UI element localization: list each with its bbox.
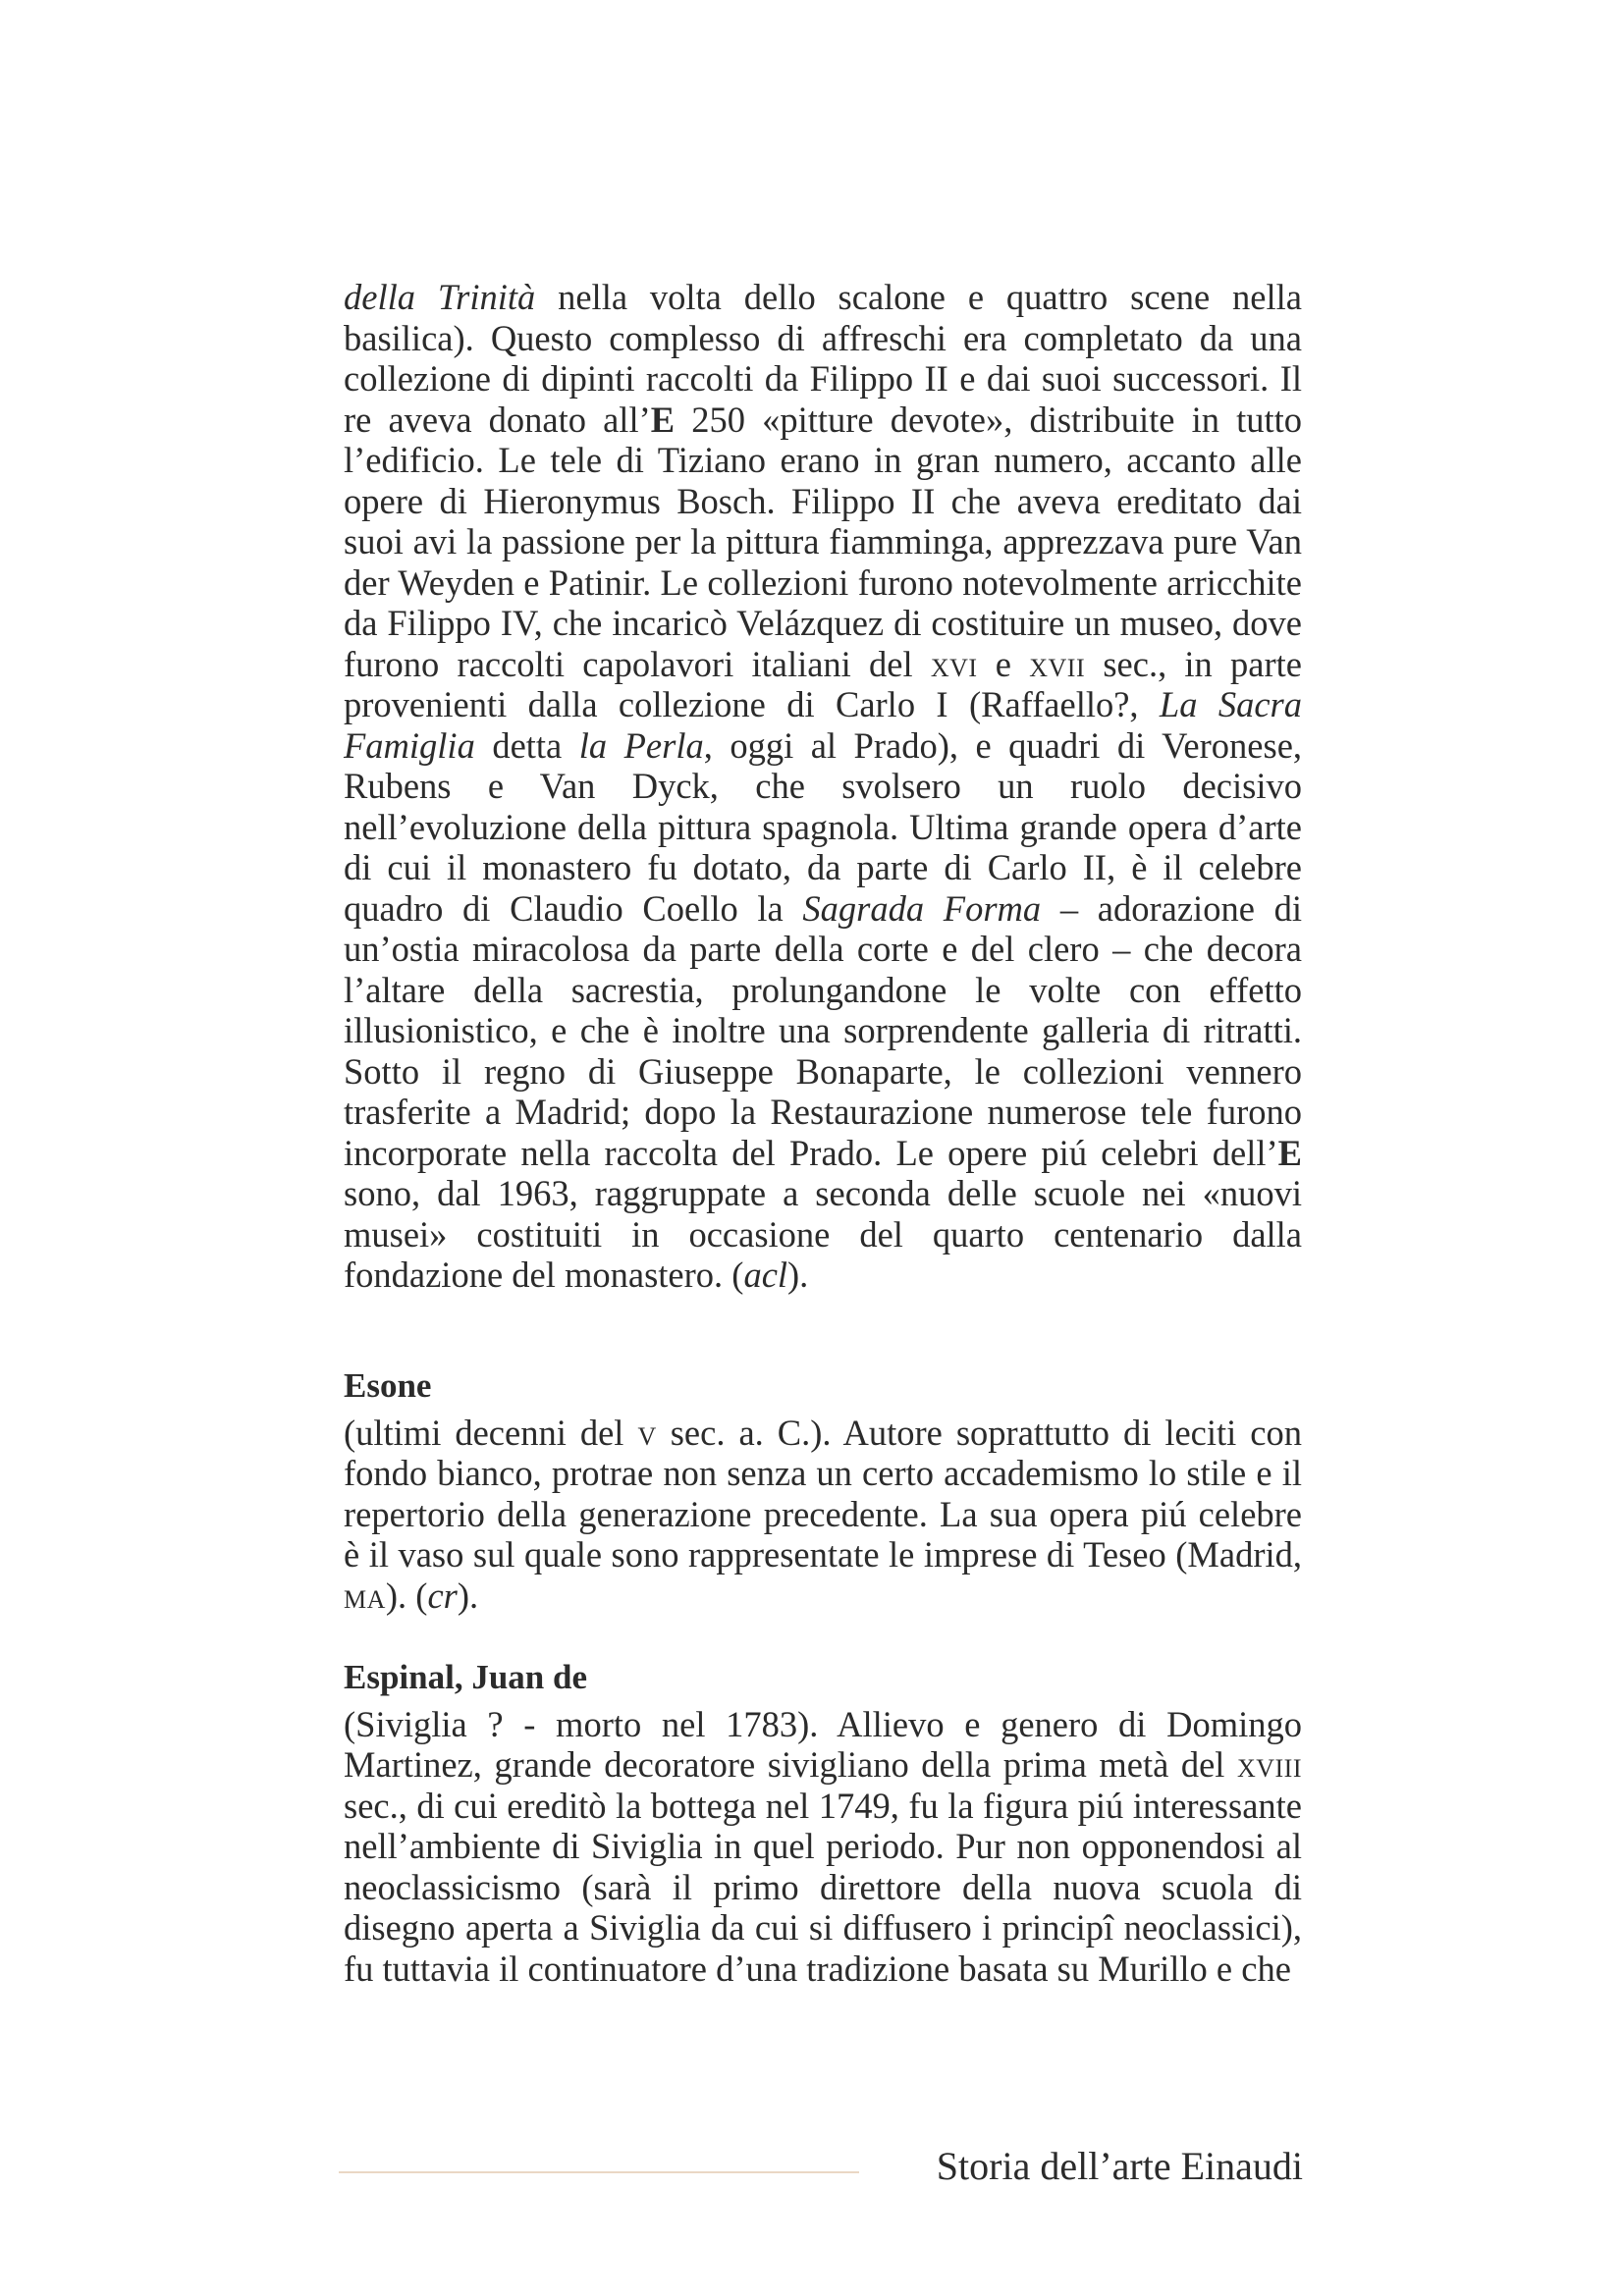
footer-rule bbox=[339, 2171, 859, 2173]
entry-espinal bbox=[344, 1657, 1302, 1989]
text-run: sono, dal 1963, raggruppate a seconda delle scuole nei «nuovi musei» costituiti in occasione del quarto centenario dalla fondazione del monastero. ( bbox=[344, 1173, 1302, 1295]
text-run: detta bbox=[474, 724, 579, 766]
small-caps-run: xviii bbox=[1236, 1744, 1302, 1785]
footer-publication-title: Storia dell’arte Einaudi bbox=[936, 2144, 1303, 2188]
text-run: ). bbox=[787, 1255, 809, 1295]
small-caps-run: v bbox=[637, 1412, 657, 1453]
abbreviation-run: E bbox=[1277, 1132, 1302, 1173]
abbreviation-run: E bbox=[650, 399, 676, 440]
text-run: (Siviglia ? - morto nel 1783). Allievo e genero di Domingo Martinez, grande decoratore sivigliano della prima metà del bbox=[344, 1703, 1302, 1785]
entry-title: Espinal, Juan de bbox=[344, 1658, 588, 1696]
text-run: ). ( bbox=[385, 1575, 428, 1616]
continued-entry-text bbox=[344, 277, 1302, 1296]
text-run: sec. a. C.). Autore soprattutto di leciti con fondo bianco, protrae non senza un certo accademismo lo stile e il repertorio della generazione precedente. La sua opera piú celebre è il vaso sul quale sono rappresentate le imprese di Teseo (Madrid, bbox=[344, 1412, 1302, 1575]
continued-entry-paragraph bbox=[344, 277, 1302, 1296]
small-caps-run: ma bbox=[344, 1575, 386, 1616]
italic-run: la Perla bbox=[578, 724, 704, 766]
italic-run: La Sacra Famiglia bbox=[344, 684, 1302, 766]
italic-run: acl bbox=[743, 1255, 788, 1295]
entry-body bbox=[344, 1704, 1302, 1990]
entry-body bbox=[344, 1413, 1302, 1617]
text-run: ). bbox=[457, 1575, 479, 1616]
italic-run: della Trinità bbox=[344, 277, 536, 317]
italic-run: Sagrada Forma bbox=[802, 887, 1042, 929]
text-run: nella volta dello scalone e quattro scene nella basilica). Questo complesso di affreschi era completato da una collezione di dipinti raccolti da Filippo II e dai suoi successori. Il re aveva donato all’ bbox=[344, 277, 1302, 440]
text-run: – adorazione di un’ostia miracolosa da parte della corte e del clero – che decora l’altare della sacrestia, prolungandone le volte con effetto illusionistico, e che è inoltre una sorprendente galleria di ritratti. Sotto il regno di Giuseppe Bonaparte, le collezioni vennero trasferite a Madrid; dopo la Restaurazione numerose tele furono incorporate nella raccolta del Prado. Le opere piú celebri dell’ bbox=[344, 887, 1302, 1173]
entry-esone bbox=[344, 1365, 1302, 1616]
text-run: sec., di cui ereditò la bottega nel 1749, fu la figura piú interessante nell’ambiente di Siviglia in quel periodo. Pur non opponendosi al neoclassicismo (sarà il primo direttore della nuova scuola di disegno aperta a Siviglia da cui si diffusero i principî neoclassici), fu tuttavia il continuatore d’una tradizione basata su Murillo e che bbox=[344, 1785, 1302, 1989]
text-run: 250 «pitture devote», distribuite in tutto l’edificio. Le tele di Tiziano erano in gran numero, accanto alle opere di Hieronymus Bosch. Filippo II che aveva ereditato dai suoi avi la passione per la pittura fiamminga, apprezzava pure Van der Weyden e Patinir. Le collezioni furono notevolmente arricchite da Filippo IV, che incaricò Velázquez di costituire un museo, dove furono raccolti capolavori italiani del bbox=[344, 399, 1302, 684]
text-run: , oggi al Prado), e quadri di Veronese, Rubens e Van Dyck, che svolsero un ruolo decisivo nell’evoluzione della pittura spagnola. Ultima grande opera d’arte di cui il monastero fu dotato, da parte di Carlo II, è il celebre quadro di Claudio Coello la bbox=[344, 724, 1303, 929]
text-run: (ultimi decenni del bbox=[344, 1412, 638, 1453]
text-run: sec., in parte provenienti dalla collezione di Carlo I (Raffaello?, bbox=[344, 643, 1302, 724]
small-caps-run: xvii bbox=[1029, 643, 1086, 684]
entry-title: Esone bbox=[344, 1366, 432, 1405]
italic-run: cr bbox=[427, 1575, 458, 1616]
text-run: e bbox=[977, 643, 1030, 684]
small-caps-run: xvi bbox=[930, 643, 978, 684]
